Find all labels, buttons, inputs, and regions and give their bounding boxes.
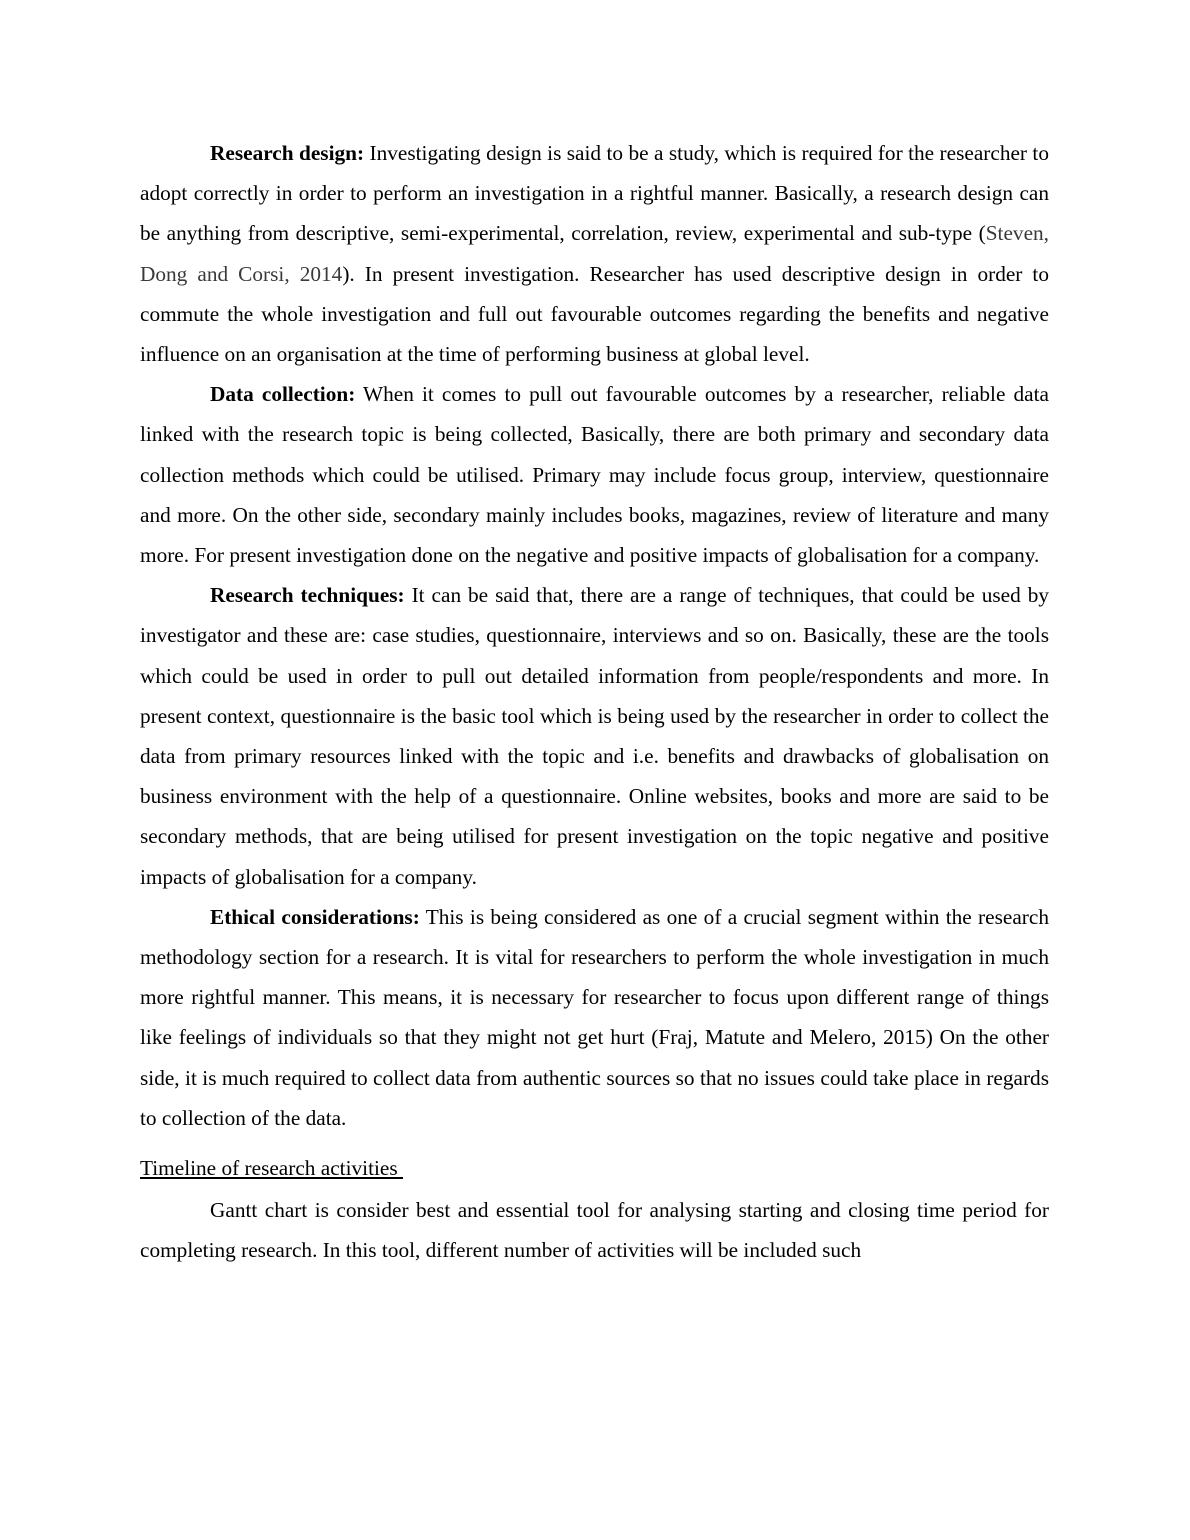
research-techniques-lead: Research techniques: [210, 583, 405, 608]
research-design-text-after: ). In present investigation. Researcher has used descriptive design in order to commute the whole investigation and full out favourable outcomes regarding the benefits and negative influence on an organisation at the time of performing business at global level. [140, 261, 1049, 367]
research-design-text-before: Investigating design is said to be a study, which is required for the researcher to adopt correctly in order to perform an investigation in a rightful manner. Basically, a research design can be anything from descriptive, semi-experimental, correlation, review, experimental and sub-type ( [140, 141, 1049, 246]
paragraph-data-collection [140, 374, 1049, 575]
document-page [140, 133, 1049, 1271]
paragraph-gantt: Gantt chart is consider best and essential tool for analysing starting and closing time period for completing research. In this tool, different number of activities will be included such [140, 1198, 1049, 1263]
timeline-heading: Timeline of research activities [140, 1156, 403, 1181]
paragraph-research-design [140, 133, 1049, 374]
research-techniques-text: It can be said that, there are a range of techniques, that could be used by investigator and these are: case studies, questionnaire, interviews and so on. Basically, these are the tools which could be used in order to pull out detailed information from people/respondents and more. In present context, questionnaire is the basic tool which is being used by the researcher in order to collect the data from primary resources linked with the topic and i.e. benefits and drawbacks of globalisation on business environment with the help of a questionnaire. Online websites, books and more are said to be secondary methods, that are being utilised for present investigation on the topic negative and positive impacts of globalisation for a company. [140, 583, 1049, 889]
data-collection-lead: Data collection: [210, 382, 356, 407]
paragraph-research-techniques [140, 575, 1049, 897]
research-design-citation: Steven, Dong and Corsi, 2014 [140, 221, 1049, 286]
ethical-considerations-text: This is being considered as one of a crucial segment within the research methodology section for a research. It is vital for researchers to perform the whole investigation in much more rightful manner. This means, it is necessary for researcher to focus upon different range of things like feelings of individuals so that they might not get hurt (Fraj, Matute and Melero, 2015) On the other side, it is much required to collect data from authentic sources so that no issues could take place in regards to collection of the data. [140, 904, 1049, 1130]
research-design-lead: Research design: [210, 141, 365, 165]
paragraph-ethical-considerations [140, 897, 1049, 1138]
data-collection-text: When it comes to pull out favourable outcomes by a researcher, reliable data linked with the research topic is being collected, Basically, there are both primary and secondary data collection methods which could be utilised. Primary may include focus group, interview, questionnaire and more. On the other side, secondary mainly includes books, magazines, review of literature and many more. For present investigation done on the negative and positive impacts of globalisation for a company. [140, 382, 1049, 568]
ethical-considerations-lead: Ethical considerations: [210, 904, 420, 929]
